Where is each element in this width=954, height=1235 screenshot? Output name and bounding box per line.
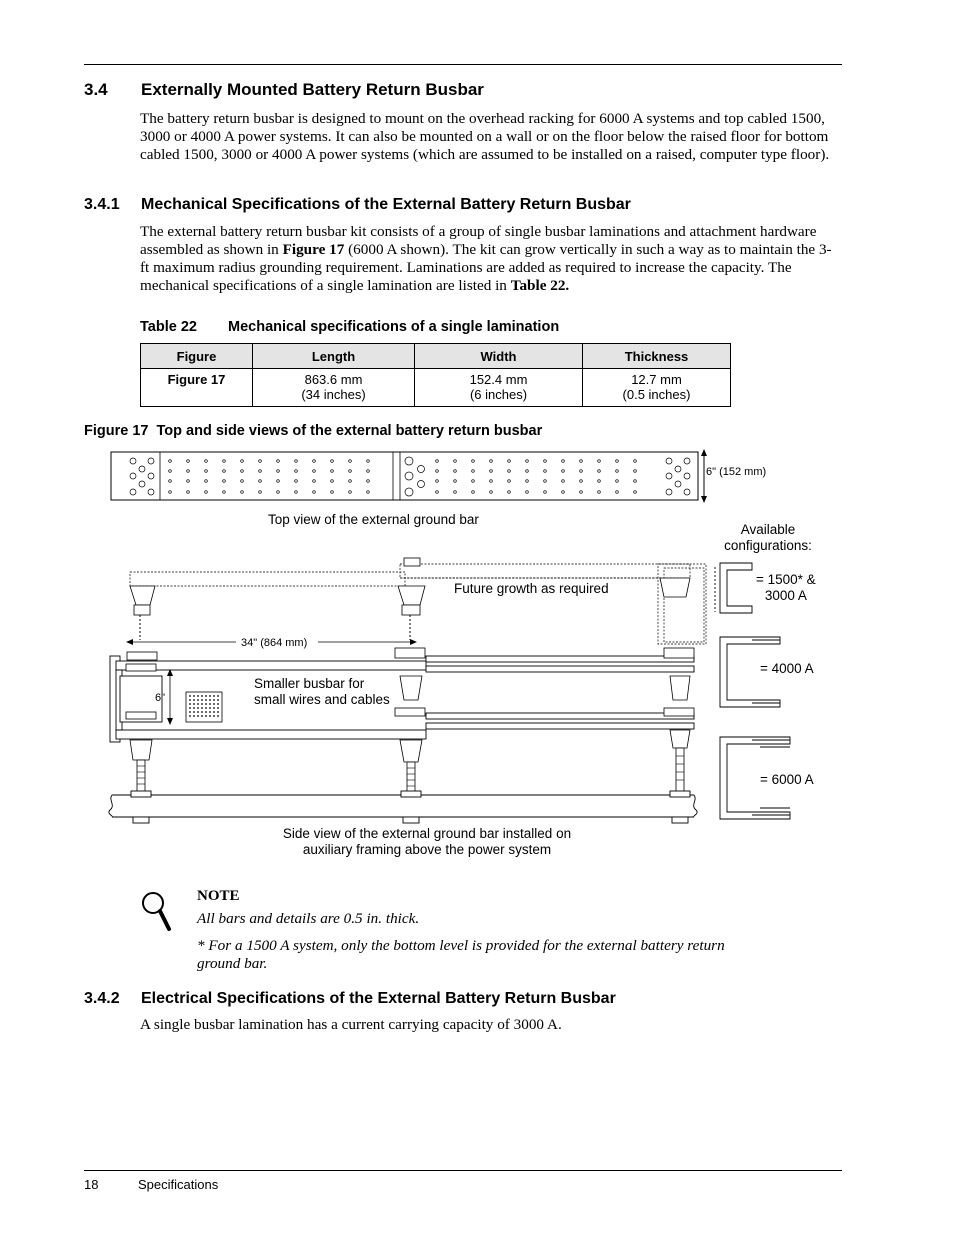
hole — [367, 460, 370, 463]
hole — [130, 473, 136, 479]
config-2-label: = 4000 A — [760, 661, 814, 676]
hole — [223, 491, 226, 494]
hole — [472, 460, 475, 463]
hole — [295, 470, 298, 473]
hole — [436, 491, 439, 494]
hole — [544, 480, 547, 483]
hole — [544, 491, 547, 494]
small-hole — [189, 695, 191, 697]
hole — [508, 460, 511, 463]
hole — [508, 491, 511, 494]
hole — [598, 480, 601, 483]
hole — [436, 480, 439, 483]
hole — [454, 480, 457, 483]
hole — [277, 480, 280, 483]
hole — [349, 460, 352, 463]
hole — [205, 480, 208, 483]
hole — [684, 489, 690, 495]
hole — [313, 480, 316, 483]
hole — [169, 470, 172, 473]
hole — [187, 470, 190, 473]
footer-section: Specifications — [138, 1177, 219, 1192]
footer-rule — [84, 1170, 842, 1171]
hole — [580, 480, 583, 483]
table-header-cell: Length — [253, 344, 415, 369]
small-hole — [189, 711, 191, 713]
hole — [616, 480, 619, 483]
hole — [472, 491, 475, 494]
available-configurations-label: Available configurations: — [724, 522, 812, 553]
hole — [205, 491, 208, 494]
top-view-bar — [111, 452, 698, 500]
hole — [436, 460, 439, 463]
small-hole — [189, 699, 191, 701]
hole — [616, 470, 619, 473]
table-cell-width: 152.4 mm (6 inches) — [415, 369, 583, 407]
hole — [526, 460, 529, 463]
small-hole — [209, 703, 211, 705]
hole — [562, 460, 565, 463]
small-hole — [205, 711, 207, 713]
hole — [634, 460, 637, 463]
hole — [580, 470, 583, 473]
magnifier-icon — [138, 888, 178, 932]
hole — [436, 470, 439, 473]
hole — [634, 470, 637, 473]
hole — [526, 480, 529, 483]
hole — [472, 470, 475, 473]
side-view-label: Side view of the external ground bar installed on auxiliary framing above the power system — [282, 826, 572, 857]
hole — [526, 491, 529, 494]
small-hole — [217, 711, 219, 713]
smaller-busbar-label: Smaller busbar for small wires and cables — [254, 676, 390, 707]
hole — [684, 458, 690, 464]
hole — [139, 466, 145, 472]
hole — [544, 470, 547, 473]
small-hole — [189, 715, 191, 717]
small-hole — [193, 715, 195, 717]
hole — [331, 460, 334, 463]
small-hole — [201, 699, 203, 701]
hole — [223, 480, 226, 483]
table-cell-thickness: 12.7 mm (0.5 inches) — [583, 369, 731, 407]
small-hole — [193, 707, 195, 709]
hole — [490, 480, 493, 483]
hole — [148, 473, 154, 479]
small-hole — [197, 711, 199, 713]
top-view-label: Top view of the external ground bar — [268, 512, 479, 527]
hole — [562, 480, 565, 483]
hole — [241, 480, 244, 483]
hole — [454, 491, 457, 494]
small-hole — [209, 695, 211, 697]
small-hole — [217, 715, 219, 717]
small-hole — [193, 711, 195, 713]
hole — [295, 460, 298, 463]
small-hole — [189, 703, 191, 705]
hole — [349, 480, 352, 483]
small-hole — [209, 707, 211, 709]
table-cell-length: 863.6 mm (34 inches) — [253, 369, 415, 407]
small-hole — [217, 695, 219, 697]
small-hole — [205, 715, 207, 717]
hole — [139, 481, 145, 487]
small-hole — [193, 699, 195, 701]
hole — [295, 491, 298, 494]
hole — [277, 470, 280, 473]
note-line-1: All bars and details are 0.5 in. thick. — [197, 910, 420, 927]
small-hole — [197, 703, 199, 705]
small-hole — [217, 699, 219, 701]
hole — [490, 460, 493, 463]
hole — [331, 470, 334, 473]
hole — [544, 460, 547, 463]
hole — [666, 473, 672, 479]
hole — [367, 470, 370, 473]
table-header-cell: Figure — [141, 344, 253, 369]
smaller-busbar-plate — [186, 692, 222, 722]
hole — [313, 460, 316, 463]
hole — [331, 491, 334, 494]
hole — [259, 460, 262, 463]
small-hole — [213, 703, 215, 705]
hole — [367, 480, 370, 483]
hole — [169, 491, 172, 494]
hole — [349, 470, 352, 473]
small-hole — [201, 703, 203, 705]
subsection1-heading: 3.4.1 Mechanical Specifications of the External Battery Return Busbar — [84, 196, 631, 213]
hole — [148, 489, 154, 495]
hole — [169, 480, 172, 483]
section-body: The battery return busbar is designed to mount on the overhead racking for 6000 A systems and top cabled 1500, 3000 or 4000 A power systems. It can also be mounted on a wall or on the floor below the raised floor for bottom cabled 1500, 3000 or 4000 A power systems (which are assumed to be installed on a raised, computer type floor). — [140, 110, 830, 163]
hole — [634, 491, 637, 494]
auxiliary-framing — [109, 791, 697, 823]
hole — [405, 472, 413, 480]
hole — [259, 480, 262, 483]
hole — [187, 491, 190, 494]
small-hole — [201, 711, 203, 713]
hole — [684, 473, 690, 479]
dimension-34-label: 34" (864 mm) — [241, 637, 308, 649]
top-height-label: 6" (152 mm) — [706, 466, 767, 478]
page-number: 18 — [84, 1177, 99, 1192]
hole — [598, 491, 601, 494]
hole — [598, 470, 601, 473]
hole — [259, 470, 262, 473]
small-hole — [217, 707, 219, 709]
hole — [508, 480, 511, 483]
hole — [259, 491, 262, 494]
config-1-label: = 1500* & 3000 A — [756, 572, 816, 603]
small-hole — [209, 715, 211, 717]
hole — [454, 470, 457, 473]
hole — [277, 491, 280, 494]
small-hole — [213, 707, 215, 709]
small-hole — [205, 695, 207, 697]
hole — [241, 470, 244, 473]
small-hole — [193, 703, 195, 705]
hole — [580, 460, 583, 463]
table-cell-figure: Figure 17 — [141, 369, 253, 407]
small-hole — [189, 707, 191, 709]
table-header-cell: Width — [415, 344, 583, 369]
small-hole — [217, 703, 219, 705]
small-hole — [213, 699, 215, 701]
subsection2-heading: 3.4.2 Electrical Specifications of the External Battery Return Busbar — [84, 990, 616, 1007]
hole — [675, 466, 681, 472]
small-hole — [197, 699, 199, 701]
small-hole — [205, 699, 207, 701]
hole — [205, 470, 208, 473]
small-hole — [205, 703, 207, 705]
hole — [526, 470, 529, 473]
hole — [205, 460, 208, 463]
hole — [187, 480, 190, 483]
section-heading: 3.4 Externally Mounted Battery Return Busbar — [84, 80, 484, 99]
future-growth-label: Future growth as required — [454, 581, 609, 596]
hole — [508, 470, 511, 473]
small-hole — [209, 699, 211, 701]
hole — [187, 460, 190, 463]
hole — [598, 460, 601, 463]
small-hole — [201, 695, 203, 697]
hole — [580, 491, 583, 494]
hole — [562, 491, 565, 494]
hole — [130, 489, 136, 495]
table-header-cell: Thickness — [583, 344, 731, 369]
small-hole — [213, 695, 215, 697]
hole — [405, 488, 413, 496]
hole — [490, 491, 493, 494]
hole — [331, 480, 334, 483]
hole — [223, 470, 226, 473]
hole — [241, 460, 244, 463]
hole — [490, 470, 493, 473]
table-reference: Table 22. — [510, 277, 570, 294]
hole — [418, 481, 425, 488]
hole — [666, 489, 672, 495]
hole — [241, 491, 244, 494]
small-hole — [209, 711, 211, 713]
hole — [666, 458, 672, 464]
subsection1-body: The external battery return busbar kit consists of a group of single busbar laminations and attachment hardware assembled as shown in Figure 17 (6000 A shown). The kit can grow vertically in such a way as to maintain the 3-ft maximum radius grounding requirement. Laminations are added as required to increase the capacity. The mechanical specifications of a single lamination are listed in Table 22. — [140, 223, 832, 294]
hole — [130, 458, 136, 464]
small-hole — [201, 707, 203, 709]
hole — [616, 491, 619, 494]
note-title: NOTE — [197, 888, 240, 904]
hole — [367, 491, 370, 494]
hole — [295, 480, 298, 483]
small-hole — [205, 707, 207, 709]
subsection2-body: A single busbar lamination has a current carrying capacity of 3000 A. — [140, 1016, 562, 1033]
dimension-6-label: 6" — [155, 692, 166, 704]
hole — [472, 480, 475, 483]
hole — [148, 458, 154, 464]
hole — [349, 491, 352, 494]
hole — [277, 460, 280, 463]
figure-caption: Figure 17 Top and side views of the external battery return busbar — [84, 423, 543, 439]
hole — [313, 470, 316, 473]
small-hole — [197, 707, 199, 709]
figure-reference: Figure 17 — [282, 241, 345, 258]
small-hole — [213, 711, 215, 713]
hole — [616, 460, 619, 463]
hole — [405, 457, 413, 465]
hole — [169, 460, 172, 463]
hole — [675, 481, 681, 487]
hole — [562, 470, 565, 473]
small-hole — [197, 715, 199, 717]
hole — [223, 460, 226, 463]
hole — [313, 491, 316, 494]
table-caption: Table 22 Mechanical specifications of a single lamination — [140, 319, 560, 335]
hole — [634, 480, 637, 483]
hole — [418, 466, 425, 473]
small-hole — [213, 715, 215, 717]
small-hole — [193, 695, 195, 697]
small-hole — [197, 695, 199, 697]
note-line-2: * For a 1500 A system, only the bottom level is provided for the external battery return ground bar. — [197, 937, 725, 972]
small-hole — [201, 715, 203, 717]
config-3-label: = 6000 A — [760, 772, 814, 787]
hole — [454, 460, 457, 463]
